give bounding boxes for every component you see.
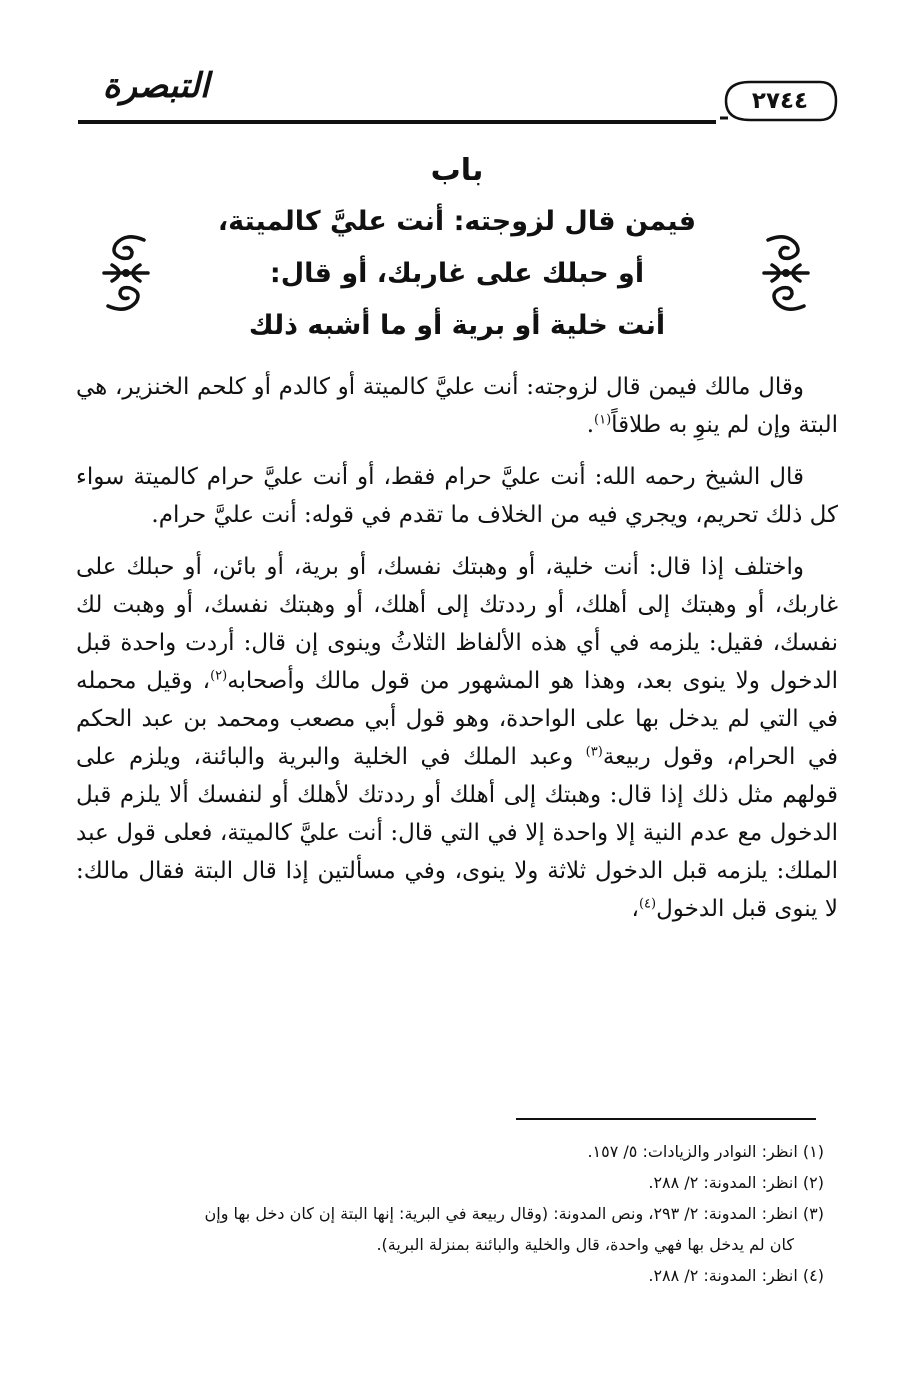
chapter-label: باب xyxy=(430,153,484,188)
paragraph-text: وقال مالك فيمن قال لزوجته: أنت عليَّ كالميتة أو كالدم أو كلحم الخنزير، هي البتة وإن لم ينوِ به طلاقاً xyxy=(76,374,838,438)
page-number: ٢٧٤٤ xyxy=(751,88,809,114)
footnote-separator xyxy=(516,1118,816,1120)
page-number-frame xyxy=(720,78,840,124)
footnote: (٤) انظر: المدونة: ٢/ ٢٨٨. xyxy=(648,1266,824,1285)
chapter-title-line: أنت خلية أو برية أو ما أشبه ذلك xyxy=(248,310,666,341)
footnote-marker[interactable]: (٣) xyxy=(585,744,603,760)
paragraph-text: ، وقيل محمله في التي لم يدخل بها على الواحدة، وهو قول أبي مصعب ومحمد بن عبد الحكم في الحرام، وقول ربيعة xyxy=(76,668,838,770)
chapter-title-line: فيمن قال لزوجته: أنت عليَّ كالميتة، xyxy=(217,206,697,237)
footnote-marker[interactable]: (١) xyxy=(594,412,612,428)
chapter-heading xyxy=(150,146,764,352)
footnote-marker[interactable]: (٢) xyxy=(210,668,228,684)
footnote: (١) انظر: النوادر والزيادات: ٥/ ١٥٧. xyxy=(587,1142,824,1161)
header-rule xyxy=(78,120,716,124)
footnote-continuation: كان لم يدخل بها فهي واحدة، قال والخلية والبائنة بمنزلة البرية). xyxy=(376,1235,794,1254)
arabesque-ornament-icon xyxy=(758,232,814,314)
arabesque-ornament-icon xyxy=(98,232,154,314)
paragraph-text: واختلف إذا قال: أنت خلية، أو وهبتك نفسك، أو برية، أو بائن، أو حبلك على غاربك، أو وهبتك إلى أهلك، أو رددتك إلى أهلك، أو وهبتك نفسك، أو وهبت لك نفسك، فقيل: يلزمه في أي هذه الألفاظ الثلاثُ وينوى إن قال: أردت واحدة قبل الدخول ولا ينوى بعد، وهذا هو المشهور من قول مالك وأصحابه xyxy=(76,554,838,694)
page-header xyxy=(78,52,840,132)
footnote-marker[interactable]: (٤) xyxy=(638,896,657,912)
paragraph-text: ، xyxy=(631,896,639,922)
paragraph xyxy=(76,458,838,534)
paragraph-text: وعبد الملك في الخلية والبرية والبائنة، ويلزم على قولهم مثل ذلك إذا قال: وهبتك إلى أهلك أو رددتك لأهلك أو لنفسك ألا يلزم قبل الدخول مع عدم النية إلا واحدة إلا في التي قال: أنت عليَّ كالميتة، فعلى قول عبد الملك: يلزمه قبل الدخول ثلاثة ولا ينوى، وفي مسألتين إذا قال البتة فقال مالك: لا ينوى قبل الدخول xyxy=(76,744,838,922)
main-text xyxy=(76,368,838,944)
footnote: (٣) انظر: المدونة: ٢/ ٢٩٣، ونص المدونة: (وقال ربيعة في البرية: إنها البتة إن كان دخل بها وإن xyxy=(204,1204,824,1223)
paragraph-text: . xyxy=(586,412,594,438)
footnote: (٢) انظر: المدونة: ٢/ ٢٨٨. xyxy=(648,1173,824,1192)
chapter-title-line: أو حبلك على غاربك، أو قال: xyxy=(269,258,645,289)
paragraph xyxy=(76,368,838,444)
footnotes xyxy=(76,1136,824,1291)
paragraph-text: قال الشيخ رحمه الله: أنت عليَّ حرام فقط، أو أنت عليَّ حرام كالميتة سواء كل ذلك تحريم، ويجري فيه من الخلاف ما تقدم في قوله: أنت عليَّ حرام. xyxy=(76,464,838,528)
book-title: التبصرة xyxy=(102,66,210,106)
paragraph xyxy=(76,548,838,928)
